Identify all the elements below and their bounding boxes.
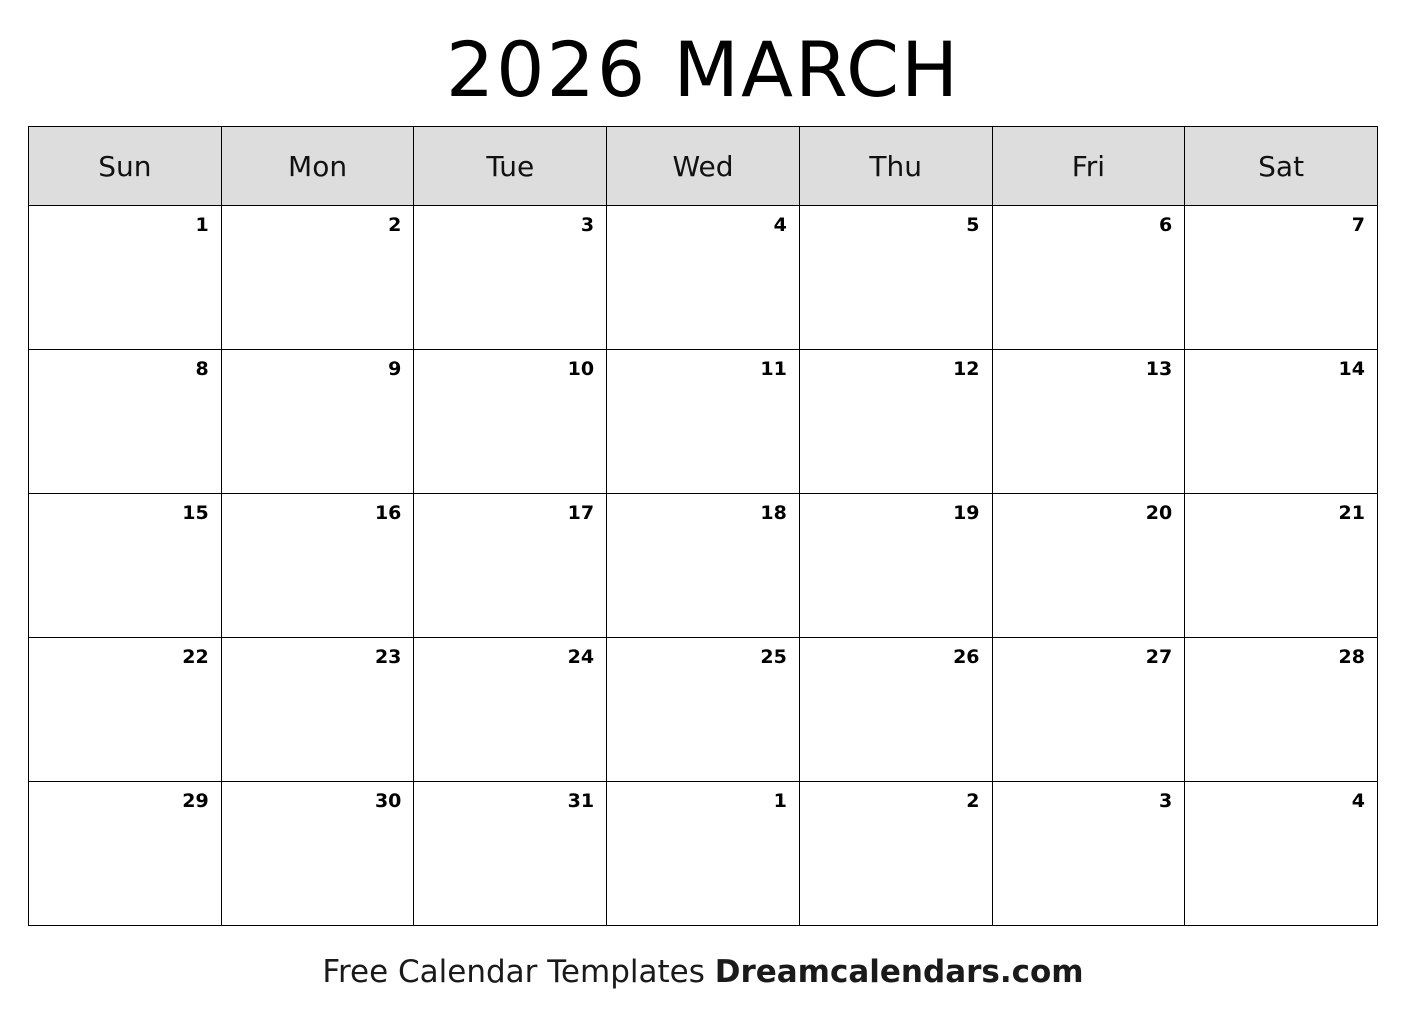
day-number: 20 [1145, 502, 1173, 524]
day-cell[interactable] [992, 350, 1185, 494]
weekday-header-sun: Sun [29, 127, 222, 206]
day-number: 17 [567, 502, 595, 524]
day-number: 13 [1145, 358, 1173, 380]
week-row [29, 206, 1378, 350]
day-cell[interactable] [799, 350, 992, 494]
weekday-header-wed: Wed [607, 127, 800, 206]
weekday-header-mon: Mon [221, 127, 414, 206]
day-number: 2 [966, 790, 980, 812]
day-cell[interactable] [29, 494, 222, 638]
day-cell[interactable] [799, 782, 992, 926]
day-cell[interactable] [992, 782, 1185, 926]
day-number: 15 [182, 502, 209, 524]
day-cell[interactable] [799, 494, 992, 638]
day-cell[interactable] [1185, 206, 1378, 350]
day-number: 16 [374, 502, 402, 524]
footer-free-text: Free Calendar Templates [322, 954, 715, 990]
day-number: 8 [195, 358, 209, 380]
day-number: 3 [1158, 790, 1173, 812]
day-cell[interactable] [799, 638, 992, 782]
weekday-header-sat: Sat [1185, 127, 1378, 206]
day-cell[interactable] [221, 206, 414, 350]
week-row [29, 494, 1378, 638]
day-cell[interactable] [992, 206, 1185, 350]
day-cell[interactable] [607, 638, 800, 782]
day-cell[interactable] [607, 494, 800, 638]
day-cell[interactable] [221, 638, 414, 782]
day-cell[interactable] [414, 638, 607, 782]
day-cell[interactable] [29, 350, 222, 494]
day-cell[interactable] [992, 494, 1185, 638]
day-cell[interactable] [799, 206, 992, 350]
day-cell[interactable] [1185, 350, 1378, 494]
day-cell[interactable] [992, 638, 1185, 782]
day-cell[interactable] [221, 782, 414, 926]
day-cell[interactable] [1185, 782, 1378, 926]
day-cell[interactable] [1185, 494, 1378, 638]
day-cell[interactable] [607, 206, 800, 350]
day-number: 4 [773, 214, 787, 236]
day-number: 31 [567, 790, 595, 812]
day-cell[interactable] [29, 206, 222, 350]
day-number: 28 [1338, 646, 1365, 668]
day-number: 29 [182, 790, 209, 812]
day-number: 21 [1338, 502, 1365, 524]
weekday-header-row [29, 127, 1378, 206]
day-number: 14 [1338, 358, 1365, 380]
day-number: 22 [182, 646, 209, 668]
footer-brand[interactable]: Dreamcalendars.com [714, 954, 1084, 990]
day-number: 26 [953, 646, 980, 668]
day-number: 30 [374, 790, 402, 812]
day-cell[interactable] [414, 494, 607, 638]
day-cell[interactable] [221, 494, 414, 638]
day-number: 7 [1351, 214, 1365, 236]
day-cell[interactable] [414, 782, 607, 926]
month-grid [28, 126, 1378, 926]
day-cell[interactable] [29, 638, 222, 782]
day-number: 27 [1145, 646, 1173, 668]
day-number: 23 [374, 646, 402, 668]
day-number: 25 [760, 646, 787, 668]
weekday-header-fri: Fri [992, 127, 1185, 206]
day-number: 24 [567, 646, 595, 668]
page-title: 2026 MARCH [445, 25, 961, 114]
weekday-header-thu: Thu [799, 127, 992, 206]
day-number: 11 [760, 358, 787, 380]
day-cell[interactable] [29, 782, 222, 926]
day-number: 19 [953, 502, 980, 524]
week-row [29, 638, 1378, 782]
footer [0, 954, 1406, 990]
weekday-header-tue: Tue [414, 127, 607, 206]
day-cell[interactable] [221, 350, 414, 494]
day-number: 2 [388, 214, 402, 236]
day-number: 18 [760, 502, 787, 524]
day-cell[interactable] [414, 206, 607, 350]
day-cell[interactable] [1185, 638, 1378, 782]
week-row [29, 350, 1378, 494]
day-number: 4 [1351, 790, 1365, 812]
day-number: 9 [388, 358, 402, 380]
day-number: 1 [773, 790, 787, 812]
day-number: 10 [567, 358, 595, 380]
day-number: 3 [580, 214, 595, 236]
day-cell[interactable] [414, 350, 607, 494]
week-row [29, 782, 1378, 926]
day-number: 12 [953, 358, 980, 380]
day-number: 6 [1158, 214, 1173, 236]
day-cell[interactable] [607, 350, 800, 494]
day-number: 5 [966, 214, 980, 236]
day-cell[interactable] [607, 782, 800, 926]
day-number: 1 [195, 214, 209, 236]
